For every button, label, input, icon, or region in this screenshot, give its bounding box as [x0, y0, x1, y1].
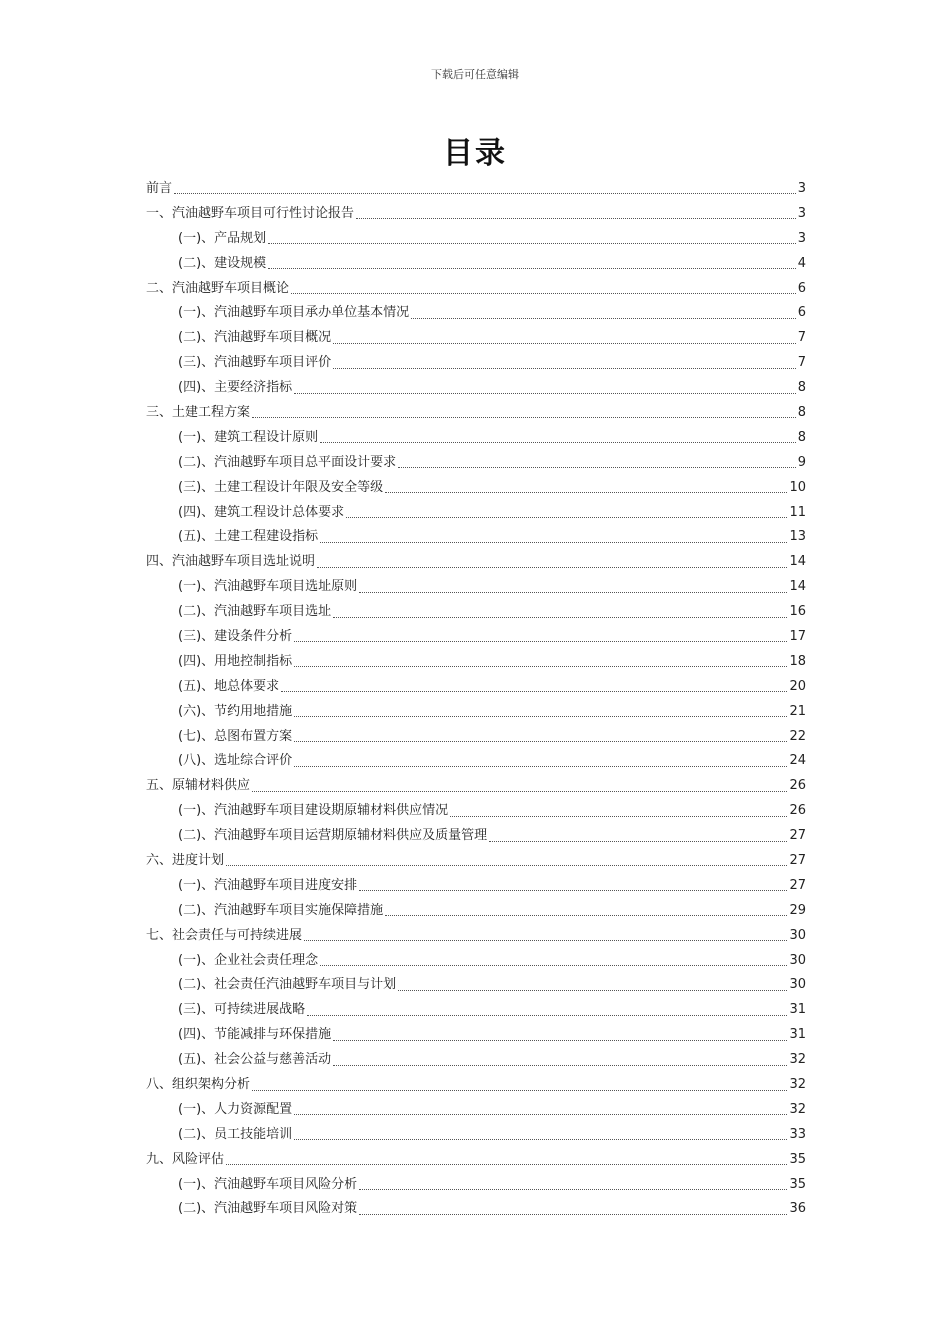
toc-entry-label: (二)、汽油越野车项目总平面设计要求: [178, 454, 397, 470]
toc-page-number: 35: [789, 1151, 806, 1167]
toc-entry-label: (七)、总图布置方案: [178, 728, 293, 744]
toc-page-number: 6: [797, 280, 806, 296]
toc-entry-label: (二)、汽油越野车项目概况: [178, 330, 332, 346]
toc-leader-dots: [294, 640, 787, 642]
toc-entry-label: (三)、土建工程设计年限及安全等级: [178, 479, 384, 495]
toc-entry-label: (一)、建筑工程设计原则: [178, 429, 319, 445]
toc-page-number: 14: [789, 579, 806, 595]
toc-leader-dots: [294, 392, 796, 394]
toc-leader-dots: [356, 217, 796, 219]
toc-subentry[interactable]: [146, 524, 806, 549]
toc-subentry[interactable]: [146, 798, 806, 823]
toc-page-number: 27: [789, 828, 806, 844]
toc-leader-dots: [252, 790, 787, 792]
toc-subentry[interactable]: [146, 251, 806, 276]
toc-subentry[interactable]: [146, 997, 806, 1022]
toc-page-number: 10: [789, 479, 806, 495]
toc-leader-dots: [291, 292, 796, 294]
toc-subentry[interactable]: [146, 1097, 806, 1122]
toc-page-number: 33: [789, 1126, 806, 1142]
toc-leader-dots: [398, 466, 796, 468]
toc-page-number: 7: [797, 330, 806, 346]
toc-subentry[interactable]: [146, 724, 806, 749]
toc-subentry[interactable]: [146, 1197, 806, 1222]
toc-leader-dots: [281, 690, 787, 692]
toc-entry-label: (一)、汽油越野车项目风险分析: [178, 1176, 358, 1192]
toc-entry[interactable]: [146, 1147, 806, 1172]
toc-page-number: 35: [789, 1176, 806, 1192]
toc-page-number: 31: [789, 1002, 806, 1018]
toc-entry-label: 二、汽油越野车项目概论: [146, 280, 290, 296]
toc-entry-label: (五)、社会公益与慈善活动: [178, 1052, 332, 1068]
toc-subentry[interactable]: [146, 325, 806, 350]
toc-subentry[interactable]: [146, 475, 806, 500]
toc-page-number: 21: [789, 703, 806, 719]
toc-subentry[interactable]: [146, 649, 806, 674]
toc-subentry[interactable]: [146, 450, 806, 475]
toc-leader-dots: [398, 989, 787, 991]
toc-entry-label: (二)、建设规模: [178, 255, 267, 271]
toc-leader-dots: [333, 1039, 787, 1041]
toc-leader-dots: [359, 1213, 787, 1215]
toc-entry[interactable]: [146, 923, 806, 948]
toc-entry-label: 三、土建工程方案: [146, 404, 251, 420]
toc-entry-label: (三)、可持续进展战略: [178, 1002, 306, 1018]
toc-leader-dots: [411, 317, 796, 319]
toc-entry-label: (五)、土建工程建设指标: [178, 529, 319, 545]
toc-page-number: 29: [789, 902, 806, 918]
toc-entry-label: (五)、地总体要求: [178, 678, 280, 694]
toc-page-number: 27: [789, 852, 806, 868]
toc-page-number: 24: [789, 753, 806, 769]
toc-page-number: 26: [789, 778, 806, 794]
toc-page-number: 18: [789, 653, 806, 669]
toc-subentry[interactable]: [146, 599, 806, 624]
toc-entry-label: (二)、汽油越野车项目风险对策: [178, 1201, 358, 1217]
toc-subentry[interactable]: [146, 1172, 806, 1197]
toc-leader-dots: [385, 914, 787, 916]
toc-leader-dots: [333, 367, 796, 369]
toc-page-number: 32: [789, 1101, 806, 1117]
toc-leader-dots: [294, 665, 787, 667]
toc-leader-dots: [294, 1113, 787, 1115]
toc-leader-dots: [252, 1089, 787, 1091]
toc-leader-dots: [320, 964, 787, 966]
toc-subentry[interactable]: [146, 226, 806, 251]
toc-entry-label: 四、汽油越野车项目选址说明: [146, 554, 316, 570]
toc-page-number: 8: [797, 380, 806, 396]
toc-entry[interactable]: [146, 201, 806, 226]
toc-leader-dots: [268, 267, 796, 269]
toc-entry[interactable]: [146, 1072, 806, 1097]
toc-leader-dots: [294, 765, 787, 767]
toc-leader-dots: [333, 616, 787, 618]
toc-entry-label: (八)、选址综合评价: [178, 753, 293, 769]
toc-subentry[interactable]: [146, 973, 806, 998]
toc-page-number: 16: [789, 604, 806, 620]
toc-subentry[interactable]: [146, 300, 806, 325]
toc-entry-label: 一、汽油越野车项目可行性讨论报告: [146, 205, 355, 221]
toc-entry-label: (一)、汽油越野车项目进度安排: [178, 877, 358, 893]
toc-entry-label: 六、进度计划: [146, 852, 225, 868]
toc-leader-dots: [317, 566, 787, 568]
toc-subentry[interactable]: [146, 674, 806, 699]
toc-entry-label: (一)、产品规划: [178, 230, 267, 246]
toc-title: 目录: [443, 136, 507, 171]
toc-page-number: 8: [797, 404, 806, 420]
toc-page-number: 22: [789, 728, 806, 744]
toc-page-number: 7: [797, 355, 806, 371]
toc-page-number: 27: [789, 877, 806, 893]
toc-leader-dots: [333, 342, 796, 344]
toc-entry-label: (四)、节能减排与环保措施: [178, 1027, 332, 1043]
toc-leader-dots: [304, 939, 787, 941]
toc-page-number: 11: [789, 504, 806, 520]
toc-page-number: 30: [789, 977, 806, 993]
toc-subentry[interactable]: [146, 1122, 806, 1147]
toc-subentry[interactable]: [146, 948, 806, 973]
toc-subentry[interactable]: [146, 500, 806, 525]
toc-subentry[interactable]: [146, 350, 806, 375]
toc-subentry[interactable]: [146, 624, 806, 649]
toc-entry-label: (三)、建设条件分析: [178, 628, 293, 644]
toc-page-number: 30: [789, 927, 806, 943]
toc-entry[interactable]: [146, 773, 806, 798]
toc-page-number: 36: [789, 1201, 806, 1217]
toc-page-number: 31: [789, 1027, 806, 1043]
toc-leader-dots: [385, 491, 787, 493]
toc-entry[interactable]: [146, 848, 806, 873]
toc-page-number: 14: [789, 554, 806, 570]
toc-entry-label: 七、社会责任与可持续进展: [146, 927, 303, 943]
toc-page-number: 4: [797, 255, 806, 271]
toc-entry[interactable]: [146, 400, 806, 425]
toc-entry[interactable]: [146, 549, 806, 574]
toc-page-number: 9: [797, 454, 806, 470]
toc-page-number: 30: [789, 952, 806, 968]
toc-leader-dots: [268, 242, 796, 244]
toc-entry-label: (六)、节约用地措施: [178, 703, 293, 719]
toc-subentry[interactable]: [146, 748, 806, 773]
toc-subentry[interactable]: [146, 823, 806, 848]
toc-subentry[interactable]: [146, 1022, 806, 1047]
toc-subentry[interactable]: [146, 873, 806, 898]
toc-leader-dots: [226, 864, 787, 866]
toc-entry-label: (四)、用地控制指标: [178, 653, 293, 669]
toc-leader-dots: [294, 1138, 787, 1140]
toc-subentry[interactable]: [146, 574, 806, 599]
toc-leader-dots: [226, 1163, 787, 1165]
toc-page-number: 32: [789, 1052, 806, 1068]
toc-entry-label: (二)、社会责任汽油越野车项目与计划: [178, 977, 397, 993]
toc-page-number: 20: [789, 678, 806, 694]
toc-page-number: 3: [797, 180, 806, 196]
toc-entry-label: (一)、人力资源配置: [178, 1101, 293, 1117]
toc-entry-label: (一)、汽油越野车项目建设期原辅材料供应情况: [178, 803, 449, 819]
toc-page-number: 13: [789, 529, 806, 545]
toc-leader-dots: [359, 889, 787, 891]
toc-entry-label: (二)、汽油越野车项目运营期原辅材料供应及质量管理: [178, 828, 488, 844]
toc-leader-dots: [294, 715, 787, 717]
toc-entry-label: (二)、汽油越野车项目选址: [178, 604, 332, 620]
toc-page-number: 17: [789, 628, 806, 644]
toc-leader-dots: [489, 840, 787, 842]
toc-entry-label: (一)、汽油越野车项目承办单位基本情况: [178, 305, 410, 321]
toc-leader-dots: [294, 740, 787, 742]
toc-entry-label: (三)、汽油越野车项目评价: [178, 355, 332, 371]
toc-page-number: 6: [797, 305, 806, 321]
toc-entry-label: (二)、员工技能培训: [178, 1126, 293, 1142]
table-of-contents: [146, 176, 806, 1221]
toc-leader-dots: [252, 416, 796, 418]
toc-leader-dots: [346, 516, 787, 518]
toc-subentry[interactable]: [146, 1047, 806, 1072]
page-header-note: 下载后可任意编辑: [431, 68, 519, 81]
toc-subentry[interactable]: [146, 699, 806, 724]
toc-entry-label: (四)、建筑工程设计总体要求: [178, 504, 345, 520]
toc-subentry[interactable]: [146, 375, 806, 400]
toc-page-number: 26: [789, 803, 806, 819]
toc-leader-dots: [174, 192, 796, 194]
toc-entry[interactable]: [146, 176, 806, 201]
toc-page-number: 8: [797, 429, 806, 445]
toc-leader-dots: [320, 541, 787, 543]
toc-entry-label: (一)、企业社会责任理念: [178, 952, 319, 968]
toc-entry-label: (四)、主要经济指标: [178, 380, 293, 396]
toc-page-number: 32: [789, 1077, 806, 1092]
toc-leader-dots: [359, 1188, 787, 1190]
toc-entry-label: 前言: [146, 180, 173, 196]
toc-entry-label: (一)、汽油越野车项目选址原则: [178, 579, 358, 595]
toc-subentry[interactable]: [146, 425, 806, 450]
toc-entry-label: 九、风险评估: [146, 1151, 225, 1167]
toc-page-number: 3: [797, 205, 806, 221]
toc-entry-label: 八、组织架构分析: [146, 1077, 251, 1092]
toc-leader-dots: [333, 1064, 787, 1066]
toc-entry-label: 五、原辅材料供应: [146, 778, 251, 794]
toc-page-number: 3: [797, 230, 806, 246]
toc-entry[interactable]: [146, 276, 806, 301]
toc-leader-dots: [359, 591, 787, 593]
toc-leader-dots: [450, 815, 787, 817]
toc-leader-dots: [320, 441, 796, 443]
toc-subentry[interactable]: [146, 898, 806, 923]
toc-entry-label: (二)、汽油越野车项目实施保障措施: [178, 902, 384, 918]
toc-leader-dots: [307, 1014, 787, 1016]
